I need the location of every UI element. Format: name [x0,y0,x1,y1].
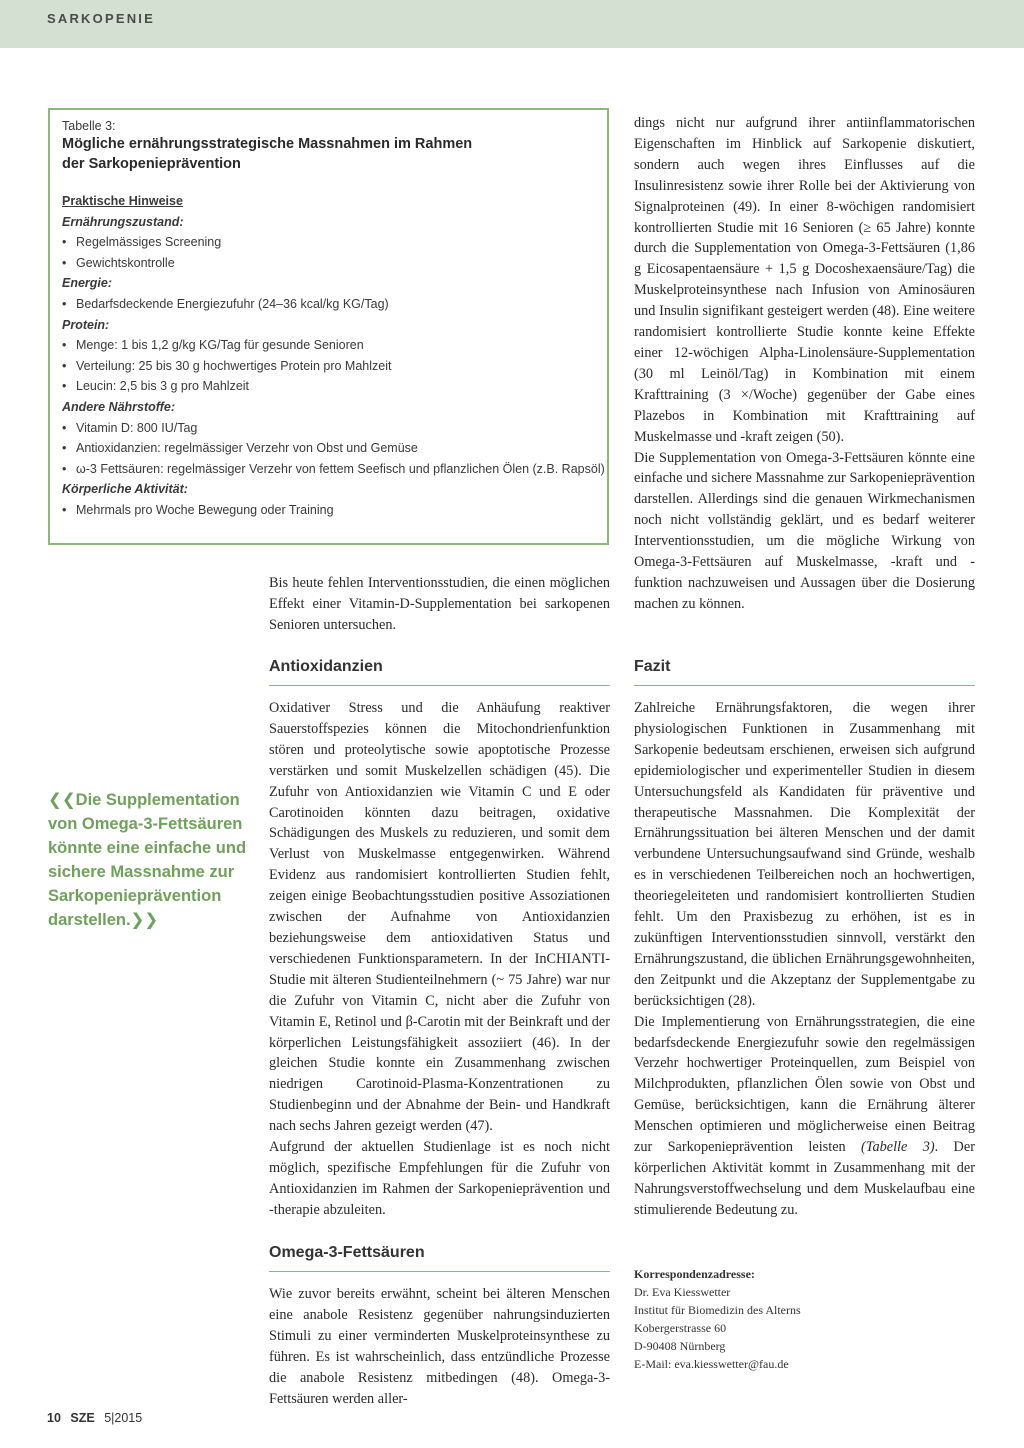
page-number: 10 [47,1411,61,1425]
heading-rule [269,685,610,686]
paragraph: Die Implementierung von Ernährungsstrategien, die eine bedarfsdeckende Energiezufuhr sowie den regelmässigen Verzehr hochwertiger Proteinquellen, zum Beispiel von Milchprodukten, pflanzlichen Ölen sowie von Obst und Gemüse, berücksichtigen, kann die Ernährung älterer Menschen optimieren und möglicherweise einen Beitrag zur Sarkopenieprävention leisten (Tabelle 3). Der körperlichen Aktivität kommt in Zusammenhang mit der Nahrungsverstoffwechselung und dem Muskelaufbau eine stimulierende Bedeutung zu. [634,1013,975,1218]
journal-name: SZE [70,1411,95,1425]
paragraph: Die Supplementation von Omega-3-Fettsäuren könnte eine einfache und sichere Massnahme zur Sarkopenieprävention darstellen. Allerdings sind die genauen Wirkmechanismen noch nicht vollständig geklärt, und es bedarf weiterer Interventionsstudien, um die mögliche Wirkung von Omega-3-Fettsäuren auf Muskelmasse, -kraft und -funktion nachzuweisen und Aussagen über die Dosierung machen zu können. [634,449,975,612]
table-item: • Menge: 1 bis 1,2 g/kg KG/Tag für gesunde Senioren [62,338,364,353]
correspondence-address [634,1265,974,1373]
omega-3-body [269,1284,610,1409]
journal-issue: 5|2015 [104,1411,143,1425]
section-header-band [0,0,1024,48]
table-item: • Leucin: 2,5 bis 3 g pro Mahlzeit [62,379,250,394]
table-category: Körperliche Aktivität: [62,482,188,497]
heading-rule [269,1271,610,1272]
contact-line: Kobergerstrasse 60 [634,1321,727,1335]
section-title: SARKOPENIE [47,11,155,26]
quote-close-mark: ❯❯ [130,911,159,929]
heading-antioxidanzien: Antioxidanzien [269,658,383,675]
paragraph: Wie zuvor bereits erwähnt, scheint bei älteren Menschen eine anabole Resistenz gegenüber nahrungsinduzierten Stimuli zu einer verminderten Muskelproteinsynthese zu führen. Es ist wahrscheinlich, dass entzündliche Prozesse die anabole Resistenz mitbedingen (48). Omega-3-Fettsäuren werden aller- [269,1286,610,1407]
table-category: Energie: [62,276,113,291]
table-category: Andere Nährstoffe: [62,399,175,414]
pull-quote-text: Die Supplementation von Omega-3-Fettsäuren könnte eine einfache und sichere Massnahme zur Sarkopenieprävention darstellen. [48,791,247,929]
table-label: Tabelle 3: [62,119,116,133]
page-footer [47,1411,142,1425]
table-item: • Antioxidanzien: regelmässiger Verzehr von Obst und Gemüse [62,441,418,456]
fazit-body [634,698,975,1221]
antioxidanzien-body [269,698,610,1221]
right-column-body [634,113,975,615]
middle-intro [269,573,610,636]
table-item: • Bedarfsdeckende Energiezufuhr (24–36 kcal/kg KG/Tag) [62,296,389,311]
contact-title: Korrespondenzadresse: [634,1267,755,1281]
paragraph: Bis heute fehlen Interventionsstudien, die einen möglichen Effekt einer Vitamin-D-Supplementation bei sarkopenen Senioren untersuchen. [269,575,610,633]
contact-email: E-Mail: eva.kiesswetter@fau.de [634,1357,789,1371]
pull-quote [48,788,248,932]
table-item: • Mehrmals pro Woche Bewegung oder Training [62,502,334,517]
table-category: Ernährungszustand: [62,214,184,229]
table-item: • Regelmässiges Screening [62,235,222,250]
heading-rule [634,685,975,686]
contact-line: D-90408 Nürnberg [634,1339,726,1353]
paragraph: dings nicht nur aufgrund ihrer antiinflammatorischen Eigenschaften im Hinblick auf Sarkopenie diskutiert, sondern auch wegen ihres Einflusses auf die Insulinresistenz sowie ihrer Rolle bei der Aktivierung von Signalproteinen (49). In einer 8-wöchigen randomisiert kontrollierten Studie mit 16 Senioren (≥ 65 Jahre) konnte durch die Supplementation von Omega-3-Fettsäuren (1,86 g Eicosapentaensäure + 1,5 g Docoshexaensäure/Tag) die Muskelproteinsynthese nach Infusion von Aminosäuren und Insulin signifikant gesteigert werden (48). Eine weitere randomisiert kontrollierte Studie konnte keine Effekte einer 12-wöchigen Alpha-Linolensäure-Supplementation (30 ml Leinöl/Tag) in Kombination mit einem Krafttraining (3 ×/Woche) gegenüber der Gabe eines Plazebos in Kombination mit Krafttraining auf Muskelmasse und -kraft zeigen (50). [634,115,975,445]
table-title: Mögliche ernährungsstrategische Massnahmen im Rahmen der Sarkopenieprävention [62,136,473,172]
contact-line: Dr. Eva Kiesswetter [634,1285,731,1299]
heading-fazit: Fazit [634,658,671,675]
quote-open-mark: ❮❮ [48,791,76,809]
heading-omega-3: Omega-3-Fettsäuren [269,1244,425,1261]
table-item: • Gewichtskontrolle [62,255,175,270]
table-item: • Vitamin D: 800 IU/Tag [62,420,198,435]
table-item: • Verteilung: 25 bis 30 g hochwertiges Protein pro Mahlzeit [62,358,392,373]
table-category: Protein: [62,317,110,332]
table-reference: (Tabelle 3) [861,1139,935,1156]
paragraph: Oxidativer Stress und die Anhäufung reaktiver Sauerstoffspezies können die Mitochondrienfunktion stören und proteolytische sowie apoptotische Prozesse verstärken und somit Muskelzellen schädigen (45). Die Zufuhr von Antioxidanzien wie Vitamin C und E oder Carotinoiden könnten dazu beitragen, oxidative Schädigungen des Muskels zu reduzieren, und somit dem Verlust von Muskelmasse entgegenwirken. Während Evidenz aus randomisiert kontrollierten Studien fehlt, zeigen einige Beobachtungsstudien positive Assoziationen zwischen der Aufnahme von Antioxidanzien beziehungsweise dem antioxidativen Status und verschiedenen Funktionsparametern. In der InCHIANTI-Studie mit älteren Studienteilnehmern (~ 75 Jahre) war nur die Zufuhr von Vitamin C, nicht aber die Zufuhr von Vitamin E, Retinol und β-Carotin mit der Beinkraft und der körperlichen Leistungsfähigkeit assoziiert (46). In der gleichen Studie konnte ein Zusammenhang zwischen niedrigen Carotinoid-Plasma-Konzentrationen zu Studienbeginn und der Abnahme der Bein- und Handkraft nach sechs Jahren gezeigt werden (47). [269,700,610,1135]
table-item: • ω-3 Fettsäuren: regelmässiger Verzehr von fettem Seefisch und pflanzlichen Ölen (z.B. Rapsöl) [62,461,605,476]
paragraph: Aufgrund der aktuellen Studienlage ist es noch nicht möglich, spezifische Empfehlungen für die Zufuhr von Antioxidanzien im Rahmen der Sarkopenieprävention und -therapie abzuleiten. [269,1139,610,1218]
table-subtitle: Praktische Hinweise [62,194,183,208]
table-3-box [48,108,609,545]
paragraph: Zahlreiche Ernährungsfaktoren, die wegen ihrer physiologischen Funktionen in Zusammenhang mit Sarkopenie bedeutsam erschienen, erweisen sich aufgrund epidemiologischer und experimenteller Studien in diesem Untersuchungsfeld als Kandidaten für präventive und therapeutische Massnahmen. Die Komplexität der Ernährungssituation bei älteren Menschen und der damit verbundene Untersuchungsaufwand sind Gründe, weshalb es in verschiedenen Teilbereichen noch an hochwertigen, theoriegeleiteten und randomisiert kontrollierten Studien fehlt. Um den Praxisbezug zu erhöhen, ist es in zukünftigen Interventionsstudien sinnvoll, verstärkt den Ernährungszustand, die üblichen Ernährungsgewohnheiten, den Zeitpunkt und die Akzeptanz der Supplementgabe zu berücksichtigen (28). [634,700,975,1009]
contact-line: Institut für Biomedizin des Alterns [634,1303,801,1317]
